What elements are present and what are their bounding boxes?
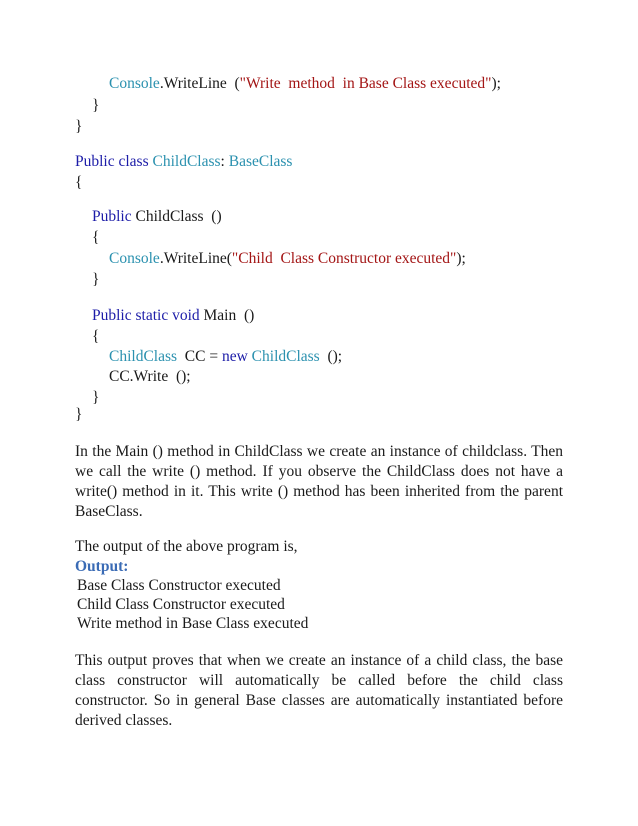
code-token: );	[491, 75, 501, 92]
paragraph-text: This output proves that when we create an instance of a child class, the base class constructor will automatically be called before the child class constructor. So in general Base classes are automatically instantiated before derived classes.	[75, 652, 563, 729]
paragraph-text: The output of the above program is,	[75, 538, 298, 555]
output-line: Child Class Constructor executed	[77, 596, 285, 613]
code-line-5: {	[75, 174, 83, 191]
code-token: Public	[92, 208, 132, 225]
code-line-11: {	[92, 328, 100, 345]
code-line-2: }	[92, 97, 100, 114]
code-line-3: }	[75, 118, 83, 135]
code-line-1	[109, 74, 501, 94]
code-line-6	[92, 207, 222, 227]
code-line-15: }	[75, 406, 83, 423]
paragraph-explanation	[75, 442, 563, 522]
code-token: "Write method in Base Class executed"	[239, 75, 492, 92]
code-token: Main ()	[199, 307, 255, 324]
code-token: .WriteLine (	[159, 75, 240, 92]
code-line-12	[109, 347, 342, 367]
code-line-4	[75, 152, 292, 172]
code-token: Console	[109, 75, 160, 92]
output-heading: Output:	[75, 558, 129, 575]
code-token: new	[221, 348, 248, 365]
code-token: ChildClass	[247, 348, 320, 365]
code-token: .WriteLine(	[159, 250, 232, 267]
code-line-10	[92, 306, 254, 326]
code-token: ();	[319, 348, 343, 365]
code-token: CC =	[177, 348, 222, 365]
code-token: );	[456, 250, 466, 267]
paragraph-output-intro	[75, 537, 563, 557]
code-token: ChildClass ()	[131, 208, 222, 225]
code-token: BaseClass	[228, 153, 293, 170]
paragraph-text: In the Main () method in ChildClass we create an instance of childclass. Then we call the write () method. If you observe the ChildClass does not have a write() method in it. This write () method has been inherited from the parent BaseClass.	[75, 443, 563, 520]
code-token: :	[220, 153, 229, 170]
code-token: ChildClass	[152, 153, 221, 170]
code-line-7: {	[92, 229, 100, 246]
output-line: Write method in Base Class executed	[77, 615, 309, 632]
code-line-13: CC.Write ();	[109, 368, 191, 385]
code-line-9: }	[92, 271, 100, 288]
paragraph-conclusion	[75, 651, 563, 731]
output-line: Base Class Constructor executed	[77, 577, 281, 594]
code-token: Public class	[75, 153, 153, 170]
code-token: Public static void	[92, 307, 200, 324]
code-token: Console	[109, 250, 160, 267]
code-token: "Child Class Constructor executed"	[231, 250, 457, 267]
code-line-14: }	[92, 389, 100, 406]
code-line-8	[109, 249, 466, 269]
code-token: ChildClass	[109, 348, 178, 365]
